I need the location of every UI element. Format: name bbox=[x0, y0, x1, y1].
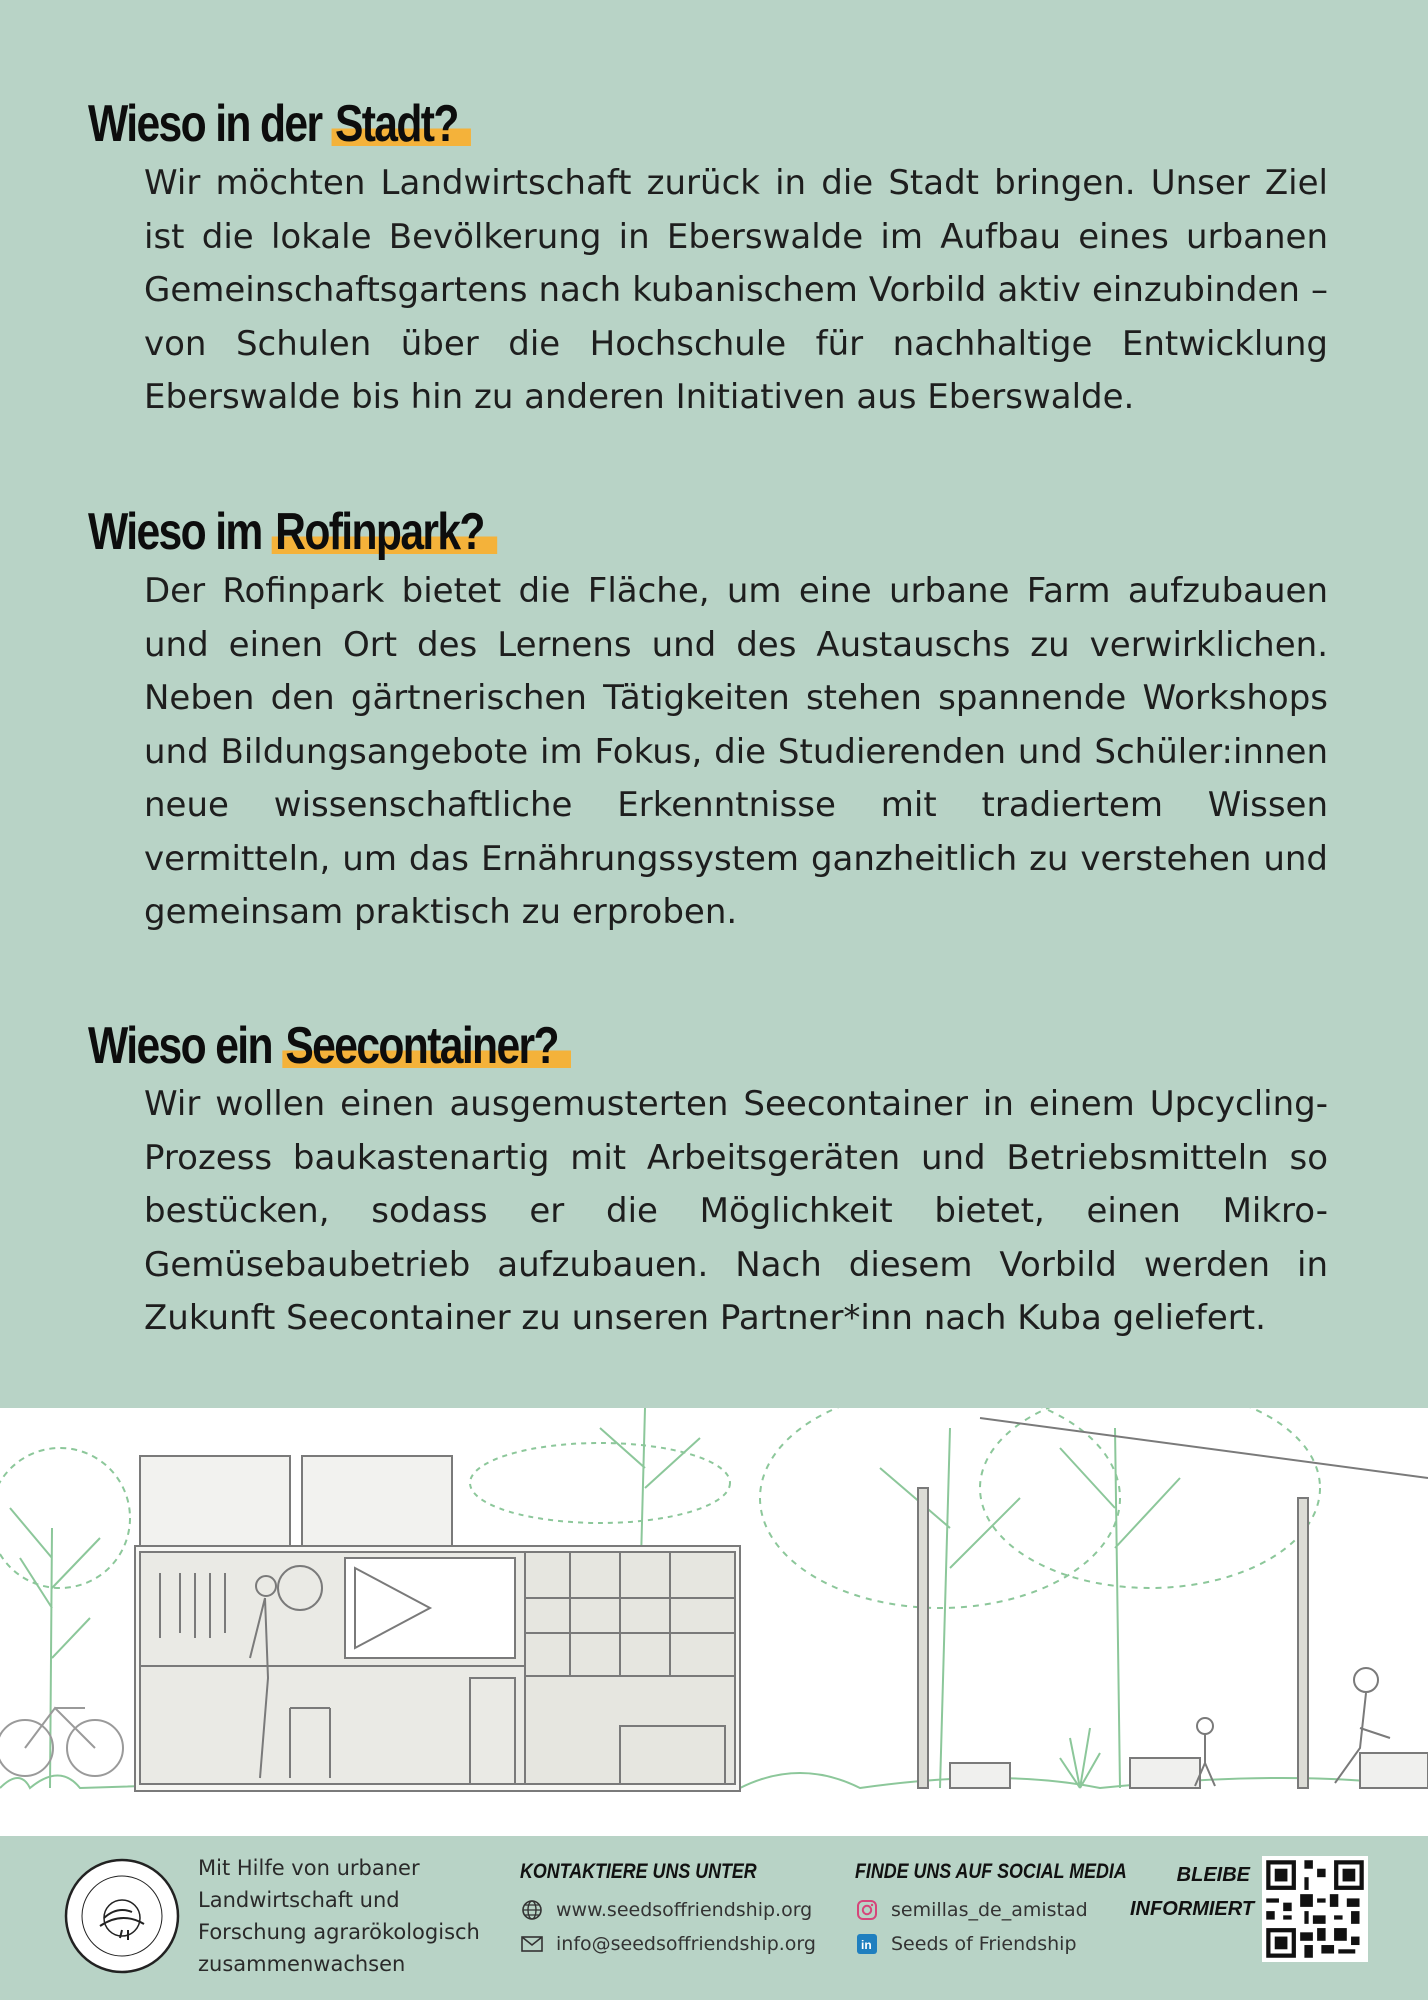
stay-informed-line2: INFORMIERT bbox=[1130, 1898, 1255, 1920]
stay-informed-label bbox=[1130, 1858, 1255, 1926]
title-highlight: Seecontainer? bbox=[282, 1017, 571, 1075]
section-title-seecontainer bbox=[88, 1017, 571, 1075]
instagram-icon bbox=[855, 1898, 879, 1922]
title-highlight: Rofinpark? bbox=[272, 503, 497, 561]
footer bbox=[0, 1836, 1428, 2000]
svg-text:in: in bbox=[861, 1938, 872, 1952]
section-body-rofinpark: Der Rofinpark bietet die Fläche, um eine urbane Farm aufzubauen und einen Ort des Lernens und des Austauschs zu verwirklichen. Neben den gärtnerischen Tätigkeiten stehen spannende Workshops und Bildungsangebote im Fokus, die Studierenden und Schüler:innen neue wissenschaftliche Erkenntnisse mit tradiertem Wissen vermitteln, um das Ernährungssystem ganzheitlich zu verstehen und gemeinsam praktisch zu erproben. bbox=[144, 571, 1328, 932]
title-text: Wieso in der bbox=[88, 95, 332, 153]
mail-icon bbox=[520, 1932, 544, 1956]
website-link[interactable] bbox=[520, 1898, 812, 1922]
section-title-rofinpark bbox=[88, 503, 497, 561]
linkedin-name: Seeds of Friendship bbox=[891, 1933, 1077, 1955]
title-text: Wieso ein bbox=[88, 1017, 283, 1075]
instagram-link[interactable] bbox=[855, 1898, 1088, 1922]
container bbox=[135, 1456, 740, 1791]
seeds-of-friendship-logo bbox=[62, 1856, 182, 1976]
footer-tagline: Mit Hilfe von urbaner Landwirtschaft und Forschung agrarökologisch zusammenwachsen bbox=[198, 1856, 480, 1976]
email-text: info@seedsoffriendship.org bbox=[556, 1933, 816, 1955]
section-body-stadt: Wir möchten Landwirtschaft zurück in die Stadt bringen. Unser Ziel ist die lokale Bevölkerung in Eberswalde im Aufbau eines urbanen Gemeinschaftsgartens nach kubanischem Vorbild aktiv einzubinden – von Schulen über die Hochschule für nachhaltige Entwicklung Eberswalde bis hin zu anderen Initiativen aus Eberswalde. bbox=[144, 163, 1328, 417]
linkedin-link[interactable] bbox=[855, 1932, 1077, 1956]
social-heading: FINDE UNS AUF SOCIAL MEDIA bbox=[855, 1860, 1127, 1883]
title-highlight: Stadt? bbox=[332, 95, 471, 153]
instagram-handle: semillas_de_amistad bbox=[891, 1899, 1088, 1921]
linkedin-icon bbox=[855, 1932, 879, 1956]
globe-icon bbox=[520, 1898, 544, 1922]
container-garden-illustration bbox=[0, 1408, 1428, 1836]
illustration-drawing bbox=[0, 1408, 1428, 1836]
section-title-stadt bbox=[88, 95, 471, 153]
bicycle bbox=[0, 1708, 123, 1776]
title-text: Wieso im bbox=[88, 503, 272, 561]
contact-heading: KONTAKTIERE UNS UNTER bbox=[520, 1860, 757, 1883]
stay-informed-line1: BLEIBE bbox=[1176, 1864, 1250, 1886]
qr-code[interactable] bbox=[1262, 1856, 1368, 1962]
email-link[interactable] bbox=[520, 1932, 816, 1956]
website-text: www.seedsoffriendship.org bbox=[556, 1899, 813, 1921]
pergola bbox=[918, 1418, 1428, 1788]
section-body-seecontainer: Wir wollen einen ausgemusterten Seecontainer in einem Upcycling-Prozess baukastenartig mit Arbeitsgeräten und Betriebsmitteln so bestücken, sodass er die Möglichkeit bietet, einen Mikro-Gemüsebaubetrieb aufzubauen. Nach diesem Vorbild werden in Zukunft Seecontainer zu unseren Partner*inn nach Kuba geliefert. bbox=[144, 1084, 1328, 1338]
